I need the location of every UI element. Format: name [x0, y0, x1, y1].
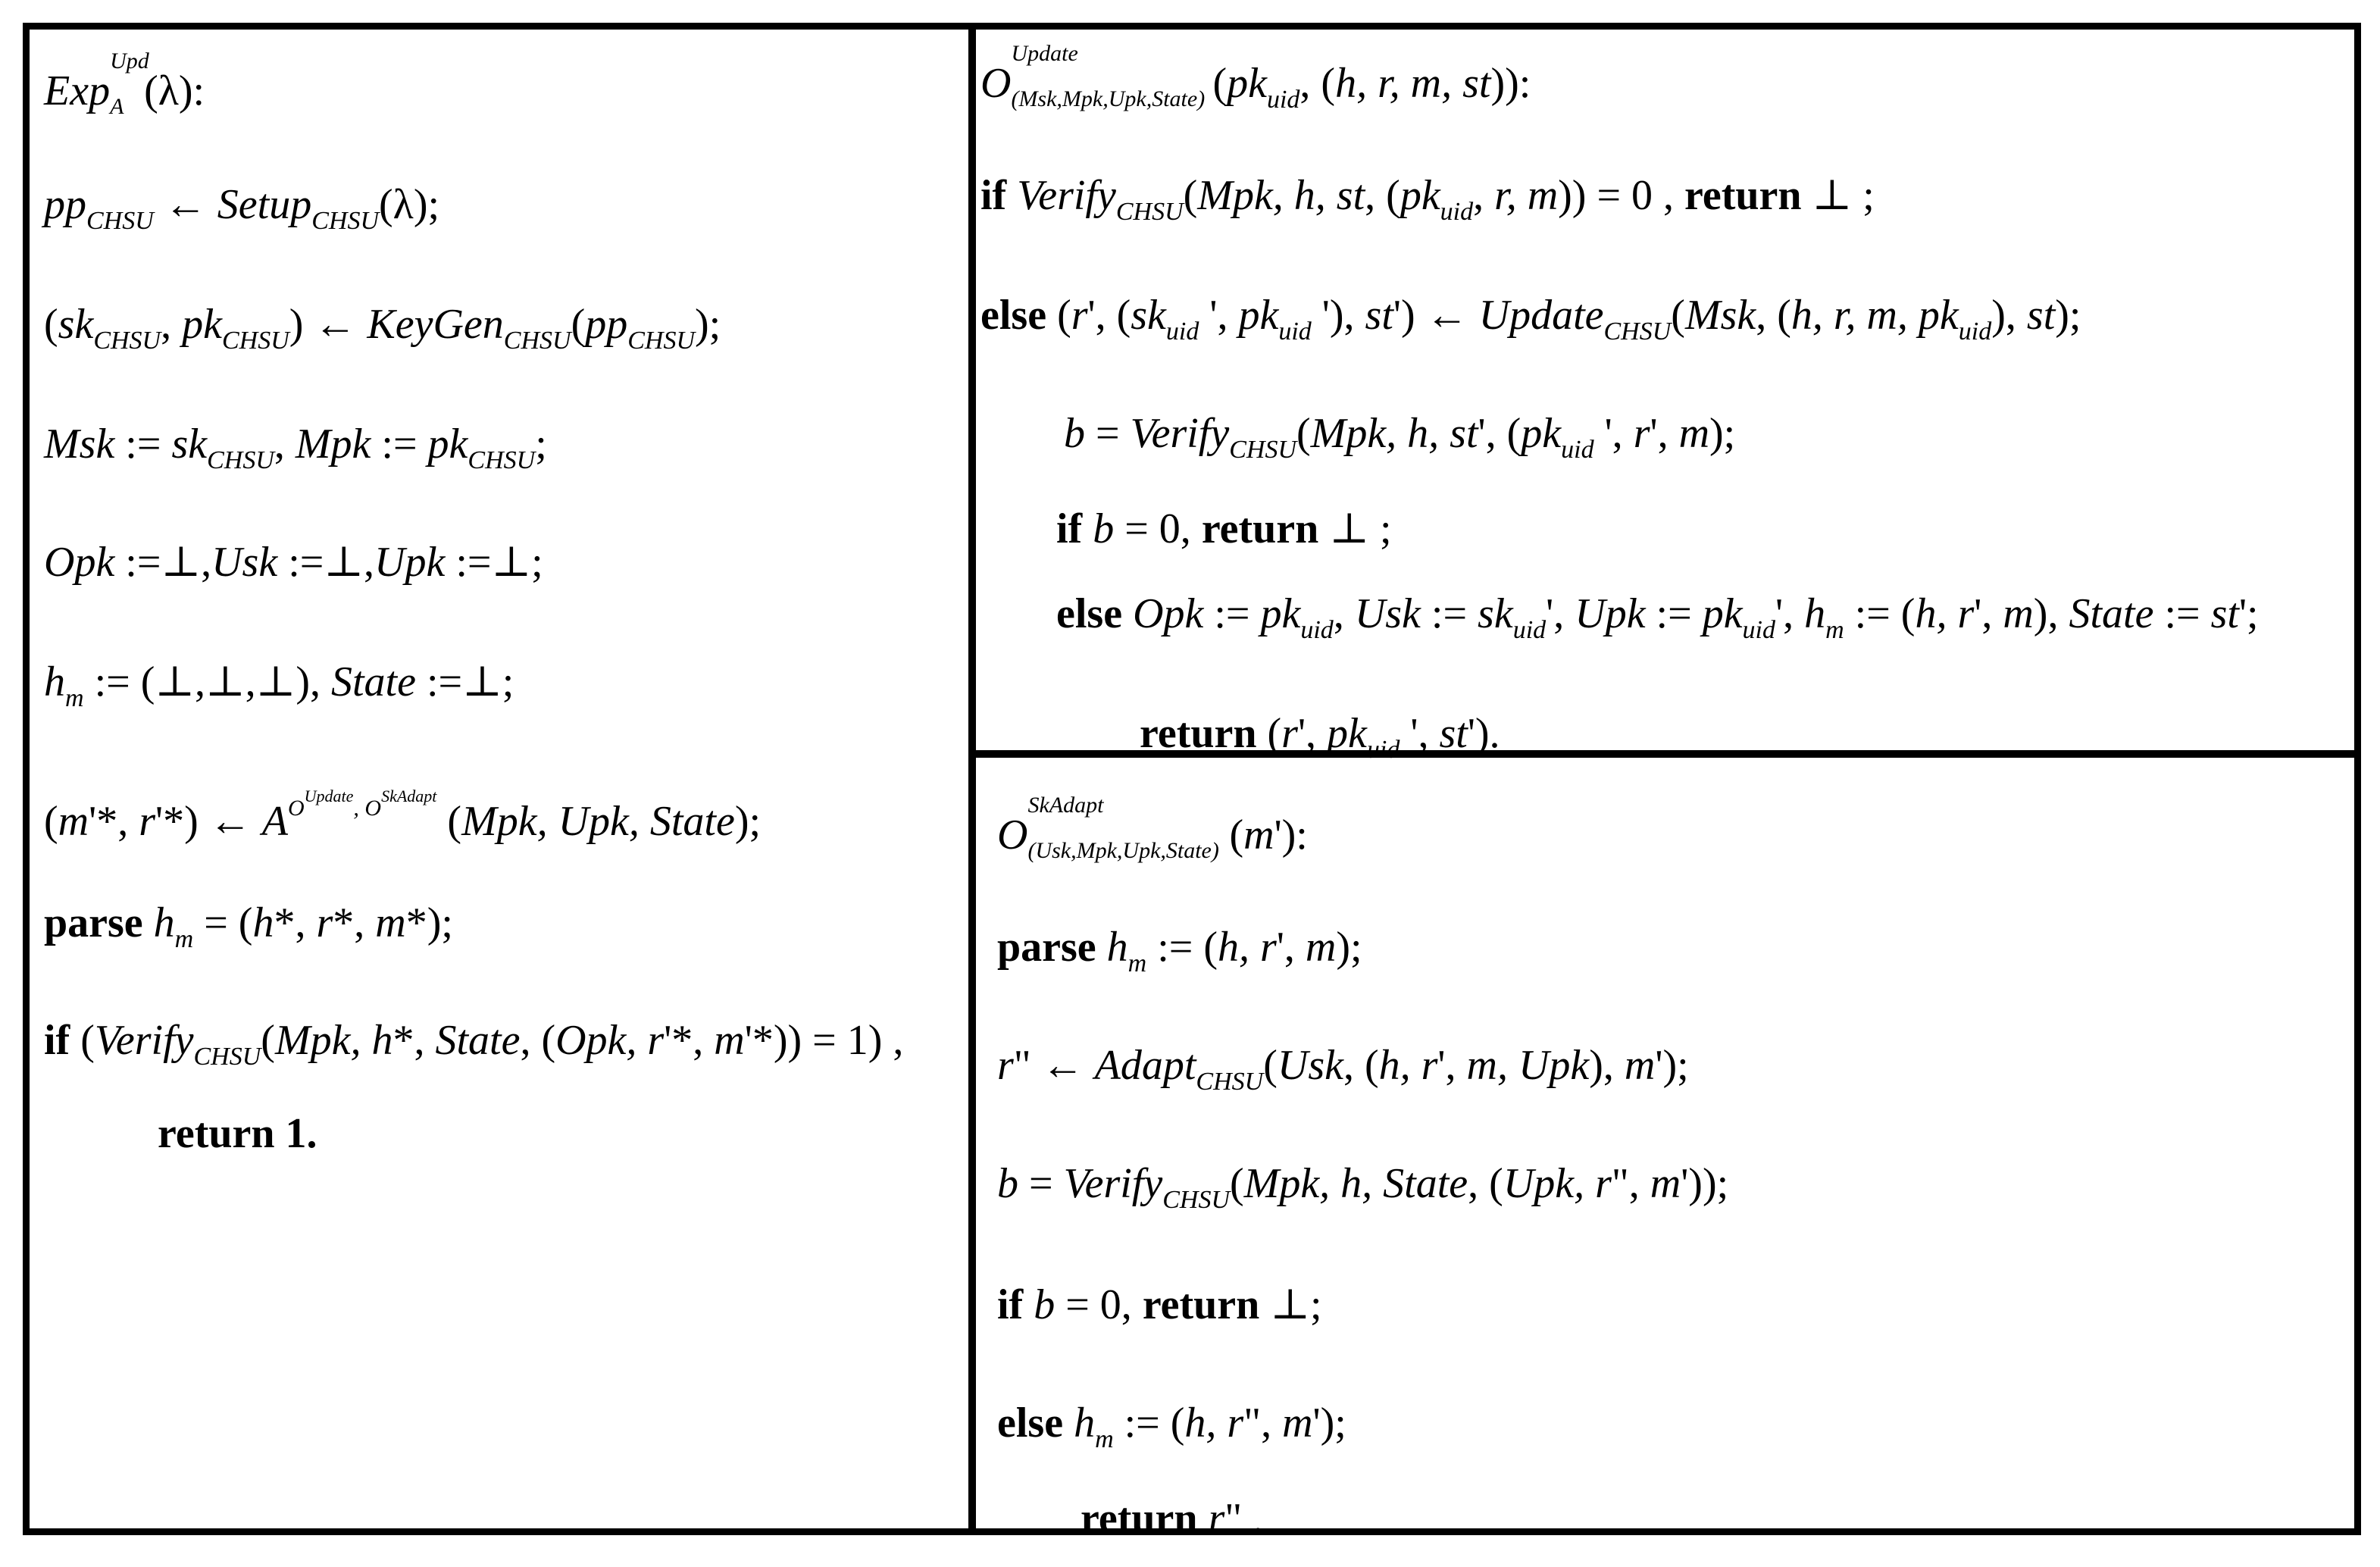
math-text: (	[1263, 1042, 1278, 1089]
math-text: (	[1229, 812, 1244, 859]
math-symbol: Mpk, h, st	[1197, 172, 1365, 219]
math-symbol: Mpk, h	[274, 1017, 393, 1064]
math-text: (	[44, 301, 58, 348]
subscript: CHSU	[193, 1043, 261, 1071]
math-text: (	[1212, 60, 1228, 107]
math-text: (	[1046, 292, 1071, 339]
math-text	[1063, 1400, 1074, 1447]
math-text: );	[2055, 292, 2081, 339]
math-symbol: r	[1208, 1495, 1225, 1542]
math-symbol: Update	[1478, 292, 1604, 339]
math-symbol: Verify	[94, 1017, 194, 1064]
math-symbol: sk	[1131, 292, 1166, 339]
math-symbol: sk	[171, 421, 208, 468]
math-symbol: m	[2003, 590, 2034, 637]
return-one-line	[158, 1112, 317, 1155]
math-text: ',	[1199, 292, 1239, 339]
math-text: (λ);	[379, 181, 440, 228]
math-symbol: pk	[1702, 590, 1743, 637]
math-text: (	[261, 1017, 275, 1064]
math-symbol: Upk	[1575, 590, 1646, 637]
keyword: return 1.	[158, 1110, 317, 1157]
hm-init-line	[44, 658, 514, 712]
subscript: uid	[1958, 317, 1992, 346]
math-text: *);	[405, 899, 453, 946]
math-text: :=⊥,	[277, 539, 375, 586]
math-text: := (	[1844, 590, 1916, 637]
left-panel-frame	[23, 23, 976, 1535]
skadapt-return-line	[1081, 1497, 1263, 1540]
keyword: else	[997, 1400, 1064, 1447]
math-text: ', (	[1087, 292, 1131, 339]
math-text: , (	[520, 1017, 556, 1064]
math-text: := (	[1146, 924, 1218, 971]
adversary-line	[44, 788, 761, 843]
math-symbol: KeyGen	[367, 301, 504, 348]
math-text: :=	[114, 421, 172, 468]
math-symbol: h	[1804, 590, 1826, 637]
math-symbol: r	[316, 899, 333, 946]
math-symbol: Upk, r	[1503, 1160, 1612, 1207]
math-symbol: st	[1439, 710, 1468, 757]
math-text: '*,	[89, 798, 139, 845]
math-text: (	[1296, 410, 1311, 457]
math-symbol: h, r, m, st	[1335, 60, 1491, 107]
math-symbol: h	[1074, 1400, 1096, 1447]
math-symbol: m, Upk	[1466, 1042, 1590, 1089]
math-symbol: sk	[58, 301, 94, 348]
skadapt-parse-line	[997, 926, 1362, 977]
math-symbol: Msk	[1684, 292, 1756, 339]
keyword: return	[1142, 1281, 1260, 1328]
subscript: CHSU	[311, 207, 380, 235]
math-symbol: h, r	[1218, 924, 1277, 971]
subscript: uid	[1366, 736, 1400, 764]
math-symbol: pk	[1521, 410, 1562, 457]
subscript: uid	[1561, 436, 1594, 464]
math-text: ←	[153, 181, 217, 228]
math-text: ;	[535, 421, 547, 468]
skadapt-verify-line	[997, 1162, 1728, 1213]
oracle-update-title	[980, 41, 1531, 114]
keyword: parse	[44, 899, 143, 946]
math-text: (	[571, 301, 586, 348]
math-symbol: r	[139, 798, 155, 845]
keyword: return	[1684, 172, 1802, 219]
top-right-panel-frame	[968, 23, 2361, 758]
keygen-line	[44, 303, 721, 354]
math-text: (	[44, 798, 58, 845]
math-text: , (	[1756, 292, 1791, 339]
keyword: return	[1201, 505, 1319, 552]
math-text: );	[695, 301, 721, 348]
keyword: else	[980, 292, 1047, 339]
math-symbol: r	[997, 1042, 1014, 1089]
math-text: '*)) = 1) ,	[744, 1017, 904, 1064]
math-symbol: pp	[585, 301, 628, 348]
math-symbol: Verify	[1130, 410, 1230, 457]
superscript: O	[287, 796, 305, 821]
math-text: '*) ←	[155, 798, 262, 845]
math-symbol: pk	[182, 301, 222, 348]
math-text: ',	[1650, 410, 1679, 457]
math-symbol: h, r	[1915, 590, 1975, 637]
math-text: ');	[1312, 1400, 1346, 1447]
math-text: ') ←	[1393, 292, 1479, 339]
math-symbol: pk	[1238, 292, 1279, 339]
math-symbol: Verify	[1063, 1160, 1163, 1207]
math-symbol: O	[997, 812, 1028, 859]
math-symbol: b	[1034, 1281, 1056, 1328]
math-text: ),	[1589, 1042, 1625, 1089]
math-symbol: r	[1071, 292, 1088, 339]
math-text: (	[1671, 292, 1685, 339]
math-text: );	[734, 798, 762, 845]
math-text	[1006, 172, 1017, 219]
subscript: CHSU	[627, 327, 696, 355]
math-text: = 0,	[1055, 1281, 1143, 1328]
subscript: uid	[1165, 317, 1199, 346]
keyword: parse	[997, 924, 1096, 971]
math-text: , (	[1468, 1160, 1503, 1207]
math-text: *,	[333, 899, 376, 946]
math-symbol: sk	[1478, 590, 1513, 637]
math-symbol: O	[980, 60, 1012, 107]
subscript: CHSU	[1603, 317, 1672, 346]
math-text: ⊥ ;	[1801, 172, 1875, 219]
math-text: ⊥;	[1259, 1281, 1322, 1328]
keyword: if	[997, 1281, 1024, 1328]
math-text: '),	[1311, 292, 1365, 339]
math-text: :=⊥;	[415, 658, 514, 705]
math-symbol: State	[331, 658, 416, 705]
if-line	[44, 1019, 903, 1070]
math-symbol: m	[714, 1017, 745, 1064]
math-text: " .	[1224, 1495, 1264, 1542]
sub-superscript: Upd A	[110, 48, 149, 119]
math-symbol: Upk	[374, 539, 446, 586]
math-symbol: Mpk, h, st	[1310, 410, 1478, 457]
math-text: ';	[2238, 590, 2259, 637]
math-text: ),	[1991, 292, 2027, 339]
superscript: , O	[353, 796, 382, 821]
math-text: ,	[274, 421, 296, 468]
math-text: ,	[161, 301, 183, 348]
keyword: if	[44, 1017, 70, 1064]
math-symbol: Setup	[217, 181, 312, 228]
math-symbol: Opk	[1133, 590, 1204, 637]
math-text: ),	[2033, 590, 2069, 637]
exp-title	[44, 48, 205, 119]
math-text: *,	[274, 899, 317, 946]
math-text: );	[1336, 924, 1362, 971]
math-symbol: pk	[1400, 172, 1440, 219]
subscript: CHSU	[1196, 1068, 1264, 1096]
math-text: = 0,	[1114, 505, 1202, 552]
subscript: m	[174, 925, 194, 953]
oracle-skadapt-title	[997, 793, 1308, 863]
math-text	[1096, 924, 1107, 971]
math-symbol: st	[1365, 292, 1393, 339]
math-symbol: m	[1305, 924, 1337, 971]
keyword: return	[1081, 1495, 1198, 1542]
subscript: CHSU	[207, 446, 274, 474]
subscript: uid	[1742, 616, 1775, 644]
math-symbol: m	[1678, 410, 1710, 457]
math-text: :=	[1645, 590, 1703, 637]
math-text: :=⊥;	[445, 539, 543, 586]
subscript: CHSU	[93, 327, 161, 355]
math-text: ',	[1775, 590, 1805, 637]
math-text: ',	[1297, 710, 1328, 757]
math-text: ,	[1473, 172, 1495, 219]
math-symbol: Verify	[1017, 172, 1116, 219]
math-text: ',	[1276, 924, 1306, 971]
math-symbol: pk	[427, 421, 468, 468]
math-text: :=	[371, 421, 428, 468]
math-text: =	[1085, 410, 1131, 457]
msk-line	[44, 423, 547, 474]
math-text: ', (	[1478, 410, 1522, 457]
math-text: , (	[1299, 60, 1336, 107]
math-symbol: pp	[44, 181, 86, 228]
math-text: )) = 0 ,	[1558, 172, 1685, 219]
math-text: := (	[1113, 1400, 1185, 1447]
superscript: SkAdapt	[381, 787, 437, 805]
update-else-line	[980, 294, 2081, 345]
math-text: , (	[1365, 172, 1400, 219]
math-text: (	[1183, 172, 1198, 219]
b-verify-line	[1064, 412, 1735, 463]
math-symbol: m	[1282, 1400, 1313, 1447]
superscript: Update	[304, 787, 354, 805]
math-symbol: Usk	[1277, 1042, 1343, 1089]
math-text: ',	[1546, 590, 1575, 637]
math-text: ) ←	[289, 301, 367, 348]
math-symbol: Usk	[1354, 590, 1421, 637]
math-symbol: m	[375, 899, 406, 946]
math-text: , (	[1343, 1042, 1379, 1089]
math-text: (	[1230, 1160, 1244, 1207]
math-text	[143, 899, 154, 946]
math-text: ',	[1974, 590, 2003, 637]
math-symbol: Usk	[211, 539, 278, 586]
math-symbol: m	[58, 798, 89, 845]
keyword: else	[1056, 590, 1123, 637]
math-text: :=	[1203, 590, 1261, 637]
math-symbol: m	[1624, 1042, 1656, 1089]
math-symbol: State	[435, 1017, 521, 1064]
math-text: '*,	[664, 1017, 715, 1064]
math-text: '));	[1681, 1160, 1729, 1207]
math-text: :=⊥,	[114, 539, 212, 586]
math-text: *,	[392, 1017, 436, 1064]
math-symbol: Mpk, h, State	[1243, 1160, 1468, 1207]
math-text: = (	[193, 899, 253, 946]
subscript: CHSU	[1229, 436, 1297, 464]
math-text: := (⊥,⊥,⊥),	[83, 658, 331, 705]
subscript: uid	[1266, 86, 1300, 114]
update-return-line	[1140, 712, 1500, 763]
math-symbol: h	[1106, 924, 1128, 971]
subscript: CHSU	[1162, 1186, 1231, 1214]
subscript: CHSU	[86, 207, 154, 235]
math-text: ⊥ ;	[1318, 505, 1392, 552]
subscript: CHSU	[503, 327, 571, 355]
subscript: m	[1127, 949, 1147, 977]
math-symbol: b	[997, 1160, 1018, 1207]
math-symbol: st	[2026, 292, 2056, 339]
math-symbol: h, r	[1184, 1400, 1244, 1447]
subscript: CHSU	[1115, 198, 1184, 226]
math-text: ',	[1400, 710, 1440, 757]
math-symbol: Exp	[44, 67, 111, 114]
subscript: CHSU	[468, 446, 536, 474]
math-text: ').	[1467, 710, 1500, 757]
math-text: ",	[1243, 1400, 1283, 1447]
subscript: CHSU	[221, 327, 289, 355]
keyword: if	[980, 172, 1007, 219]
math-symbol: pk	[1227, 60, 1267, 107]
math-symbol: r	[1633, 410, 1650, 457]
assign-else-line	[1056, 590, 2259, 644]
math-text: ",	[1611, 1160, 1650, 1207]
subscript: uid	[1300, 616, 1334, 644]
adapt-line	[997, 1044, 1689, 1095]
math-text: =	[1018, 1160, 1064, 1207]
skadapt-else-line	[997, 1402, 1346, 1453]
math-text: ');	[1655, 1042, 1689, 1089]
math-symbol: Adapt	[1094, 1042, 1196, 1089]
subscript: uid	[1440, 198, 1474, 226]
math-symbol: Mpk, Upk, State	[461, 798, 735, 845]
math-symbol: m	[1650, 1160, 1681, 1207]
math-text: (λ):	[144, 67, 205, 114]
math-symbol: Opk	[44, 539, 115, 586]
subscript: m	[1095, 1425, 1114, 1453]
skadapt-if-line	[997, 1281, 1322, 1328]
math-text	[1198, 1495, 1209, 1542]
math-text	[1023, 1281, 1034, 1328]
math-symbol: r	[1281, 710, 1298, 757]
verify-if-line	[980, 174, 1875, 225]
math-text: (	[436, 798, 462, 845]
math-symbol: b	[1064, 410, 1085, 457]
math-symbol: Msk	[44, 421, 115, 468]
math-symbol: h	[252, 899, 274, 946]
math-symbol: h, r	[1378, 1042, 1438, 1089]
math-text: (	[70, 1017, 95, 1064]
math-text: );	[1709, 410, 1736, 457]
math-text: (	[1256, 710, 1282, 757]
math-symbol: A	[261, 798, 288, 845]
math-text: '):	[1274, 812, 1308, 859]
math-symbol: r, m	[1494, 172, 1559, 219]
subscript: m	[65, 684, 84, 712]
math-symbol: st	[2210, 590, 2239, 637]
math-text	[1082, 505, 1093, 552]
math-symbol: Mpk	[295, 421, 371, 468]
math-text: ',	[1593, 410, 1634, 457]
subscript: uid	[1512, 616, 1547, 644]
math-text: ',	[1437, 1042, 1467, 1089]
math-text	[1122, 590, 1133, 637]
keyword: if	[1056, 505, 1083, 552]
keyword: return	[1140, 710, 1257, 757]
math-symbol: m	[1243, 812, 1274, 859]
math-symbol: h	[44, 658, 65, 705]
sub-superscript: Update (Msk,Mpk,Upk,State)	[1011, 41, 1206, 111]
if-b-line	[1056, 505, 1392, 552]
setup-line	[44, 183, 439, 234]
math-symbol: h	[153, 899, 175, 946]
parse-line	[44, 899, 453, 953]
math-text: ,	[1333, 590, 1355, 637]
subscript: uid	[1278, 317, 1312, 346]
math-symbol: h, r, m, pk	[1790, 292, 1959, 339]
math-text: " ←	[1013, 1042, 1095, 1089]
opk-line	[44, 539, 543, 586]
math-text: :=	[2153, 590, 2211, 637]
math-symbol: pk	[1260, 590, 1301, 637]
sub-superscript: SkAdapt (Usk,Mpk,Upk,State)	[1027, 793, 1219, 863]
math-text: :=	[1420, 590, 1478, 637]
math-symbol: pk	[1327, 710, 1367, 757]
math-symbol: State	[2069, 590, 2154, 637]
math-text: )):	[1490, 60, 1531, 107]
math-symbol: Opk, r	[555, 1017, 665, 1064]
subscript: m	[1825, 616, 1844, 644]
math-symbol: b	[1093, 505, 1115, 552]
